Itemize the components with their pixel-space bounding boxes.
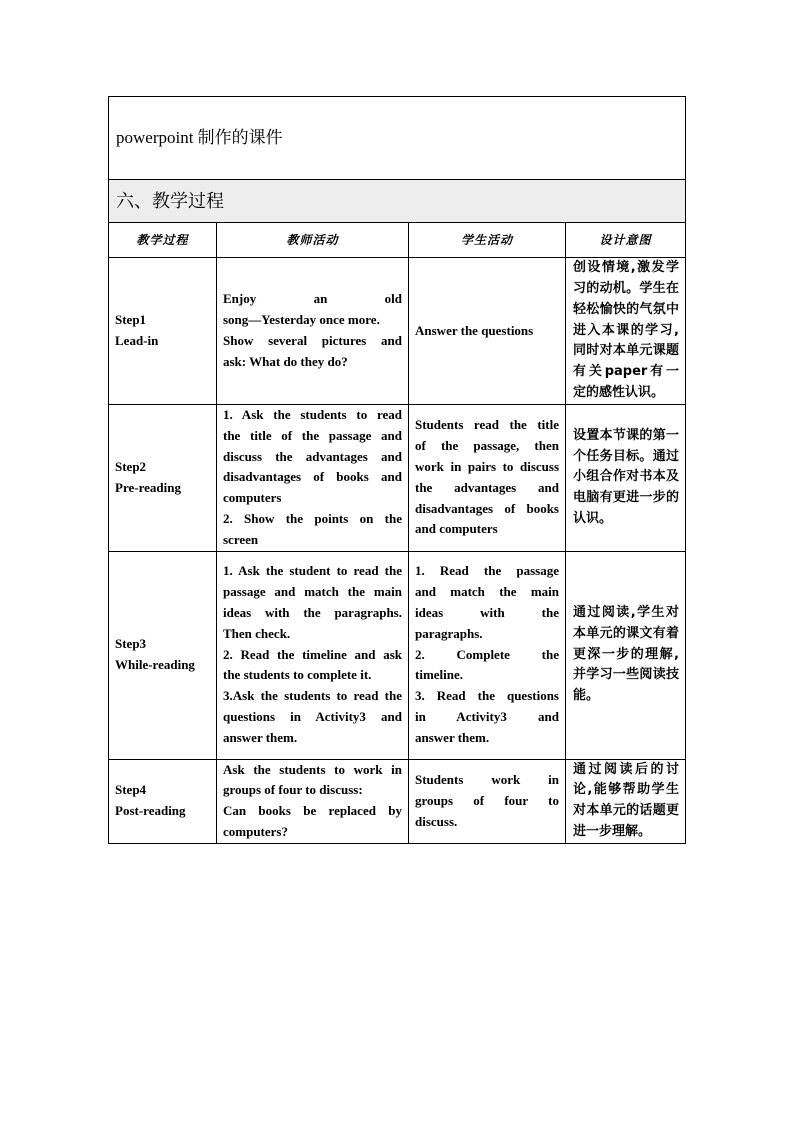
text-line: 1. Ask the student to read the <box>223 563 402 579</box>
text-line: groups of four to discuss: <box>223 782 363 798</box>
text-line: screen <box>223 531 259 547</box>
text-line: of the passage, then <box>415 438 559 454</box>
text-line: disadvantages of books <box>415 500 559 516</box>
text-line: Show several pictures and <box>223 333 402 348</box>
text-line: Ask the students to work in <box>223 761 402 777</box>
step-cell <box>109 405 217 552</box>
text-line: 3. Read the questions <box>415 688 559 704</box>
text-line: and match the main <box>415 584 559 600</box>
text-line: 2. Complete the <box>415 646 559 662</box>
courseware-row <box>109 97 686 180</box>
header-student: 学生活动 <box>409 223 566 258</box>
stage-label: Pre-reading <box>115 479 181 495</box>
text-line: 1. Read the passage <box>415 563 559 579</box>
step-label: Step2 <box>115 458 147 474</box>
header-stage: 教学过程 <box>109 223 217 258</box>
text-line: computers <box>223 490 282 506</box>
text-line: Students read the title <box>415 417 559 433</box>
teacher-activity <box>217 759 409 843</box>
text-line: ideas with the paragraphs. <box>223 605 402 621</box>
text-line: Students work in <box>415 771 559 787</box>
student-activity <box>409 759 566 843</box>
design-intent: 通过阅读,学生对本单元的课文有着更深一步的理解,并学习一些阅读技能。 <box>566 551 686 759</box>
design-intent: 创设情境,激发学习的动机。学生在轻松愉快的气氛中进入本课的学习,同时对本单元课题有关paper有一定的感性认识。 <box>566 258 686 405</box>
stage-label: While-reading <box>115 657 195 673</box>
student-activity <box>409 405 566 552</box>
step-cell <box>109 551 217 759</box>
text-line: song—Yesterday once more. <box>223 312 380 328</box>
text-line: timeline. <box>415 667 464 683</box>
table-row <box>109 551 686 759</box>
text-line: 2. Show the points on the <box>223 510 402 526</box>
text-line: ask: What do they do? <box>223 353 348 369</box>
student-activity <box>409 258 566 405</box>
courseware-text: powerpoint 制作的课件 <box>109 97 686 180</box>
step-label: Step4 <box>115 782 147 798</box>
text-line: questions in Activity3 and <box>223 709 402 725</box>
text-line: passage and match the main <box>223 584 402 600</box>
step-cell <box>109 759 217 843</box>
student-activity <box>409 551 566 759</box>
step-label: Step3 <box>115 636 147 652</box>
text-line: Then check. <box>223 625 291 641</box>
teacher-activity <box>217 258 409 405</box>
text-line: 2. Read the timeline and ask <box>223 646 402 662</box>
stage-label: Post-reading <box>115 803 186 819</box>
section-title: 六、教学过程 <box>109 180 686 223</box>
text-line: in Activity3 and <box>415 709 559 725</box>
text-line: discuss. <box>415 813 458 829</box>
text-line: ideas with the <box>415 605 559 621</box>
text-line: work in pairs to discuss <box>415 458 559 474</box>
table-row <box>109 258 686 405</box>
lesson-plan-table <box>108 96 686 844</box>
text-line: and computers <box>415 521 498 537</box>
text-line: groups of four to <box>415 792 559 808</box>
text-line: Enjoy an old <box>223 291 402 307</box>
text-line: the students to complete it. <box>223 667 372 683</box>
stage-label: Lead-in <box>115 333 159 348</box>
text-line: computers? <box>223 823 288 839</box>
teacher-activity <box>217 405 409 552</box>
text-line: Answer the questions <box>415 322 534 338</box>
table-row <box>109 405 686 552</box>
table-row <box>109 759 686 843</box>
text-line: answer them. <box>223 729 298 745</box>
text-line: the advantages and <box>415 479 559 495</box>
design-intent: 设置本节课的第一个任务目标。通过小组合作对书本及电脑有更进一步的认识。 <box>566 405 686 552</box>
step-cell <box>109 258 217 405</box>
text-line: 1. Ask the students to read <box>223 407 402 422</box>
text-line: disadvantages of books and <box>223 469 402 485</box>
header-intent: 设计意图 <box>566 223 686 258</box>
text-line: the title of the passage and <box>223 427 402 443</box>
text-line: 3.Ask the students to read the <box>223 688 402 704</box>
text-line: Can books be replaced by <box>223 803 402 819</box>
teacher-activity <box>217 551 409 759</box>
text-line: answer them. <box>415 729 490 745</box>
header-teacher: 教师活动 <box>217 223 409 258</box>
step-label: Step1 <box>115 312 147 328</box>
section-row <box>109 180 686 223</box>
header-row <box>109 223 686 258</box>
design-intent: 通过阅读后的讨论,能够帮助学生对本单元的话题更进一步理解。 <box>566 759 686 843</box>
text-line: discuss the advantages and <box>223 448 402 464</box>
text-line: paragraphs. <box>415 625 483 641</box>
